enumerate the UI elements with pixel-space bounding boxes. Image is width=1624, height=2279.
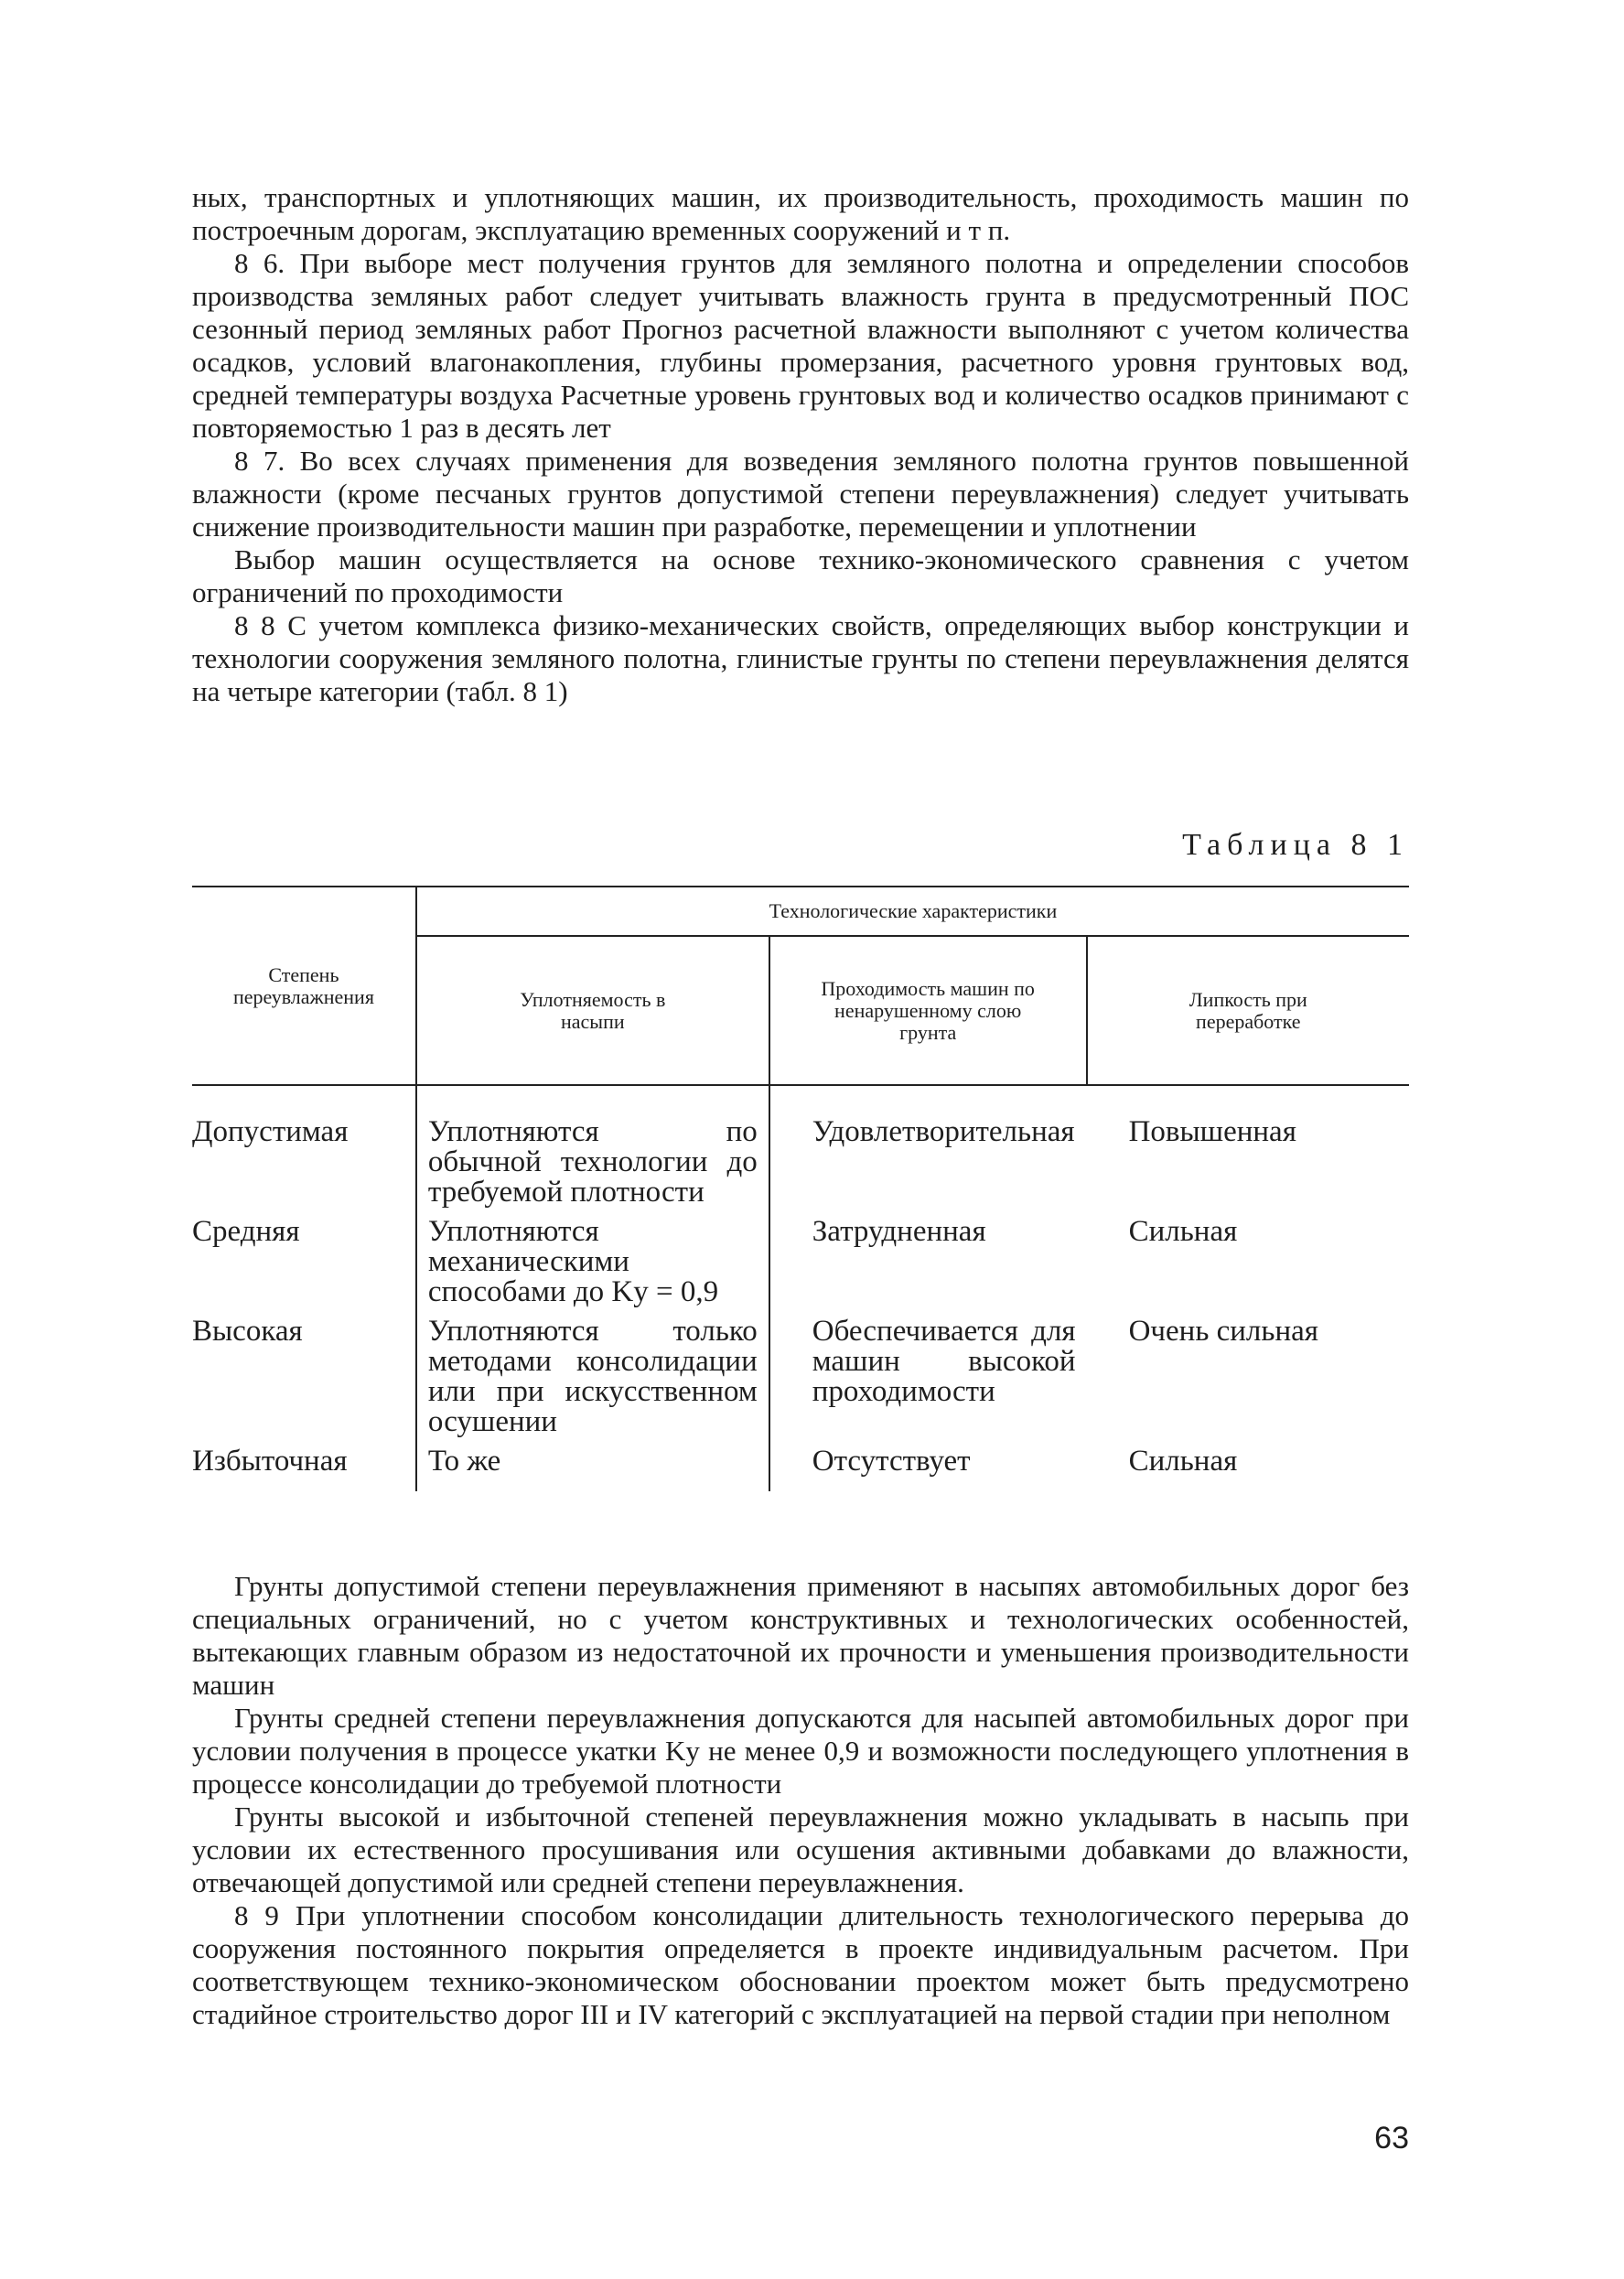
table-row bbox=[192, 1307, 1409, 1437]
table-row bbox=[192, 1208, 1409, 1307]
cell-passability-text: Обеспечивается для машин высокой проходимости bbox=[812, 1315, 1076, 1408]
paragraph-machine-choice: Выбор машин осуществляется на основе технико-экономического сравнения с учетом ограничений по проходимости bbox=[192, 543, 1409, 608]
paragraph-continuation: ных, транспортных и уплотняющих машин, их производительность, проходимость машин по построечным дорогам, эксплуатацию временных сооружений и т п. bbox=[192, 181, 1409, 246]
cell-passability bbox=[769, 1307, 1087, 1437]
col-header-compaction bbox=[416, 936, 769, 1085]
col-header-stickiness-text: Липкость при переработке bbox=[1188, 987, 1307, 1033]
cell-compaction-text: Уплотняются по обычной технологии до требуемой плотности bbox=[427, 1115, 758, 1209]
cell-compaction bbox=[416, 1307, 769, 1437]
paragraph-high-soils: Грунты высокой и избыточной степеней переувлажнения можно укладывать в насыпь при условии их естественного просушивания или осушения активными добавками до влажности, отвечающей допустимой или средней степени переувлажнения. bbox=[192, 1801, 1409, 1898]
cell-degree: Высокая bbox=[192, 1315, 303, 1348]
table-caption: Таблица 8 1 bbox=[1182, 828, 1409, 862]
cell-degree: Избыточная bbox=[192, 1445, 348, 1478]
cell-stickiness: Сильная bbox=[1128, 1445, 1238, 1478]
top-text-block bbox=[192, 181, 1409, 708]
cell-stickiness: Сильная bbox=[1128, 1215, 1238, 1248]
cell-compaction bbox=[416, 1086, 769, 1208]
cell-passability-text: Отсутствует bbox=[812, 1445, 971, 1478]
cell-compaction-text: Уплотняются механическими способами до Kу = 0,9 bbox=[427, 1215, 719, 1308]
cell-stickiness: Очень сильная bbox=[1128, 1315, 1318, 1348]
paragraph-8-7: 8 7. Во всех случаях применения для возведения земляного полотна грунтов повышенной влажности (кроме песчаных грунтов допустимой степени переувлажнения) следует учитывать снижение производительности машин при разработке, перемещении и уплотнении bbox=[192, 445, 1409, 543]
paragraph-8-9: 8 9 При уплотнении способом консолидации длительность технологического перерыва до сооружения постоянного покрытия определяется в проекте индивидуальным расчетом. При соответствующем технико-экономическом обосновании проектом может быть предусмотрено стадийное строительство дорог III и IV категорий с эксплуатацией на первой стадии при неполном bbox=[192, 1899, 1409, 2030]
paragraph-8-8: 8 8 С учетом комплекса физико-механических свойств, определяющих выбор конструкции и технологии сооружения земляного полотна, глинистые грунты по степени переувлажнения делятся на четыре категории (табл. 8 1) bbox=[192, 609, 1409, 707]
col-header-passability-text: Проходимость машин по ненарушенному слою грунта bbox=[821, 976, 1035, 1044]
cell-degree: Допустимая bbox=[192, 1115, 349, 1148]
col-header-stickiness bbox=[1087, 936, 1409, 1085]
cell-stickiness: Повышенная bbox=[1128, 1115, 1296, 1148]
cell-compaction-text: Уплотняются только методами консолидации или при искусственном осушении bbox=[427, 1315, 758, 1438]
cell-passability bbox=[769, 1437, 1087, 1491]
cell-passability-text: Затрудненная bbox=[812, 1215, 986, 1248]
cell-degree: Средняя bbox=[192, 1215, 300, 1248]
col-header-passability bbox=[769, 936, 1087, 1085]
cell-compaction-text: То же bbox=[427, 1445, 501, 1478]
cell-passability bbox=[769, 1208, 1087, 1307]
paragraph-8-6: 8 6. При выборе мест получения грунтов для земляного полотна и определении способов производства земляных работ следует учитывать влажность грунта в предусмотренный ПОС сезонный период земляных работ Прогноз расчетной влажности выполняют с учетом количества осадков, условий влагонакопления, глубины промерзания, расчетного уровня грунтовых вод, средней температуры воздуха Расчетные уровень грунтовых вод и количество осадков принимают с повторяемостью 1 раз в десять лет bbox=[192, 247, 1409, 444]
paragraph-permissible-soils: Грунты допустимой степени переувлажнения применяют в насыпях автомобильных дорог без специальных ограничений, но с учетом конструктивных и технологических особенностей, вытекающих главным образом из недостаточной их прочности и уменьшения производительности машин bbox=[192, 1570, 1409, 1701]
cell-compaction bbox=[416, 1437, 769, 1491]
group-header: Технологические характеристики bbox=[416, 887, 1409, 936]
col-header-degree bbox=[192, 887, 416, 1085]
table-row bbox=[192, 1437, 1409, 1491]
col-header-degree-text: Степень переувлажнения bbox=[232, 962, 374, 1008]
table-8-1 bbox=[192, 886, 1409, 1491]
table-row bbox=[192, 1086, 1409, 1208]
cell-passability bbox=[769, 1086, 1087, 1208]
bottom-text-block bbox=[192, 1570, 1409, 2031]
paragraph-medium-soils: Грунты средней степени переувлажнения допускаются для насыпей автомобильных дорог при условии получения в процессе укатки Kу не менее 0,9 и возможности последующего уплотнения в процессе консолидации до требуемой плотности bbox=[192, 1702, 1409, 1800]
cell-compaction bbox=[416, 1208, 769, 1307]
page-number: 63 bbox=[1374, 2121, 1409, 2155]
col-header-compaction-text: Уплотняемость в насыпи bbox=[520, 987, 666, 1033]
cell-passability-text: Удовлетворительная bbox=[812, 1115, 1075, 1148]
